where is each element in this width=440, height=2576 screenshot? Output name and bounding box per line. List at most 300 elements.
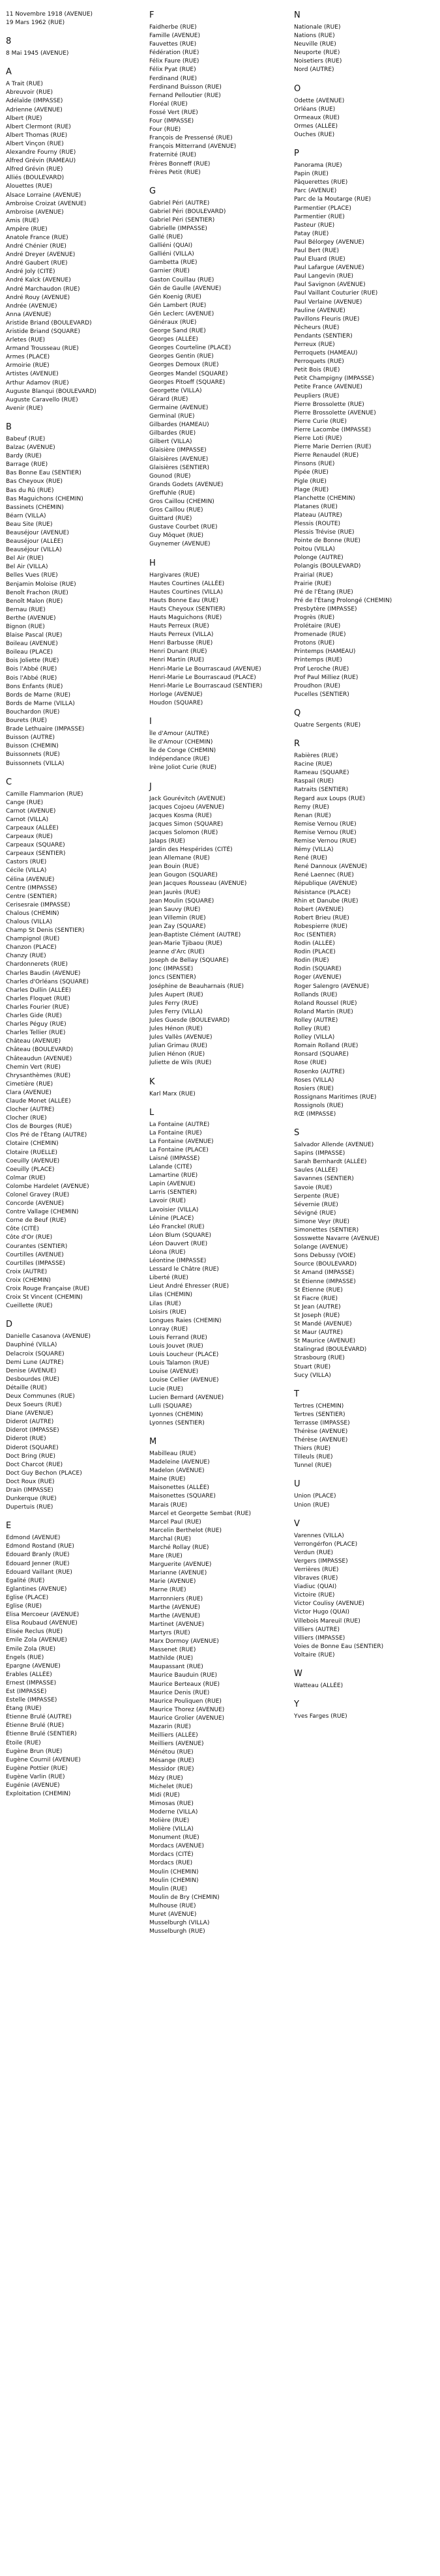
street-entry: Bas du Rû (RUE) (6, 487, 54, 494)
street-entry: Pré de l'Étang Prolongé (CHEMIN) (294, 597, 392, 604)
street-entry: Courtilles (IMPASSE) (6, 1260, 65, 1267)
street-entry: Elisée Reclus (RUE) (6, 1628, 63, 1636)
street-entry: St Étienne (RUE) (294, 1286, 343, 1294)
street-entry: Perroquets (RUE) (294, 358, 344, 366)
street-entry: Simone Veyr (RUE) (294, 1218, 350, 1225)
street-entry: La Fontaine (PLACE) (149, 1146, 209, 1153)
street-entry: Chanzon (PLACE) (6, 944, 57, 951)
street-entry: Regard aux Loups (RUE) (294, 795, 366, 802)
street-entry: Armoirie (RUE) (6, 362, 50, 369)
street-entry: Gallé (RUE) (149, 234, 183, 241)
street-entry: Dupertuis (RUE) (6, 1504, 53, 1511)
street-entry: Garnier (RUE) (149, 268, 190, 275)
street-entry: Bois l'Abbé (RUE) (6, 666, 57, 673)
street-entry: Étienne Brulé (SENTIER) (6, 1731, 77, 1738)
street-entry: Grands Godets (AVENUE) (149, 481, 224, 488)
street-entry: Rémy (VILLA) (294, 847, 334, 854)
street-entry: Ronsard (SQUARE) (294, 1051, 349, 1058)
street-entry: Sapins (IMPASSE) (294, 1150, 345, 1157)
index-section (149, 558, 283, 708)
index-section (294, 1519, 428, 1660)
street-entry: Saules (ALLÉE) (294, 1167, 338, 1174)
street-entry: Bons Enfants (RUE) (6, 683, 63, 690)
section-letter-heading: E (6, 1521, 12, 1531)
street-entry: Charles Gide (RUE) (6, 1013, 62, 1020)
street-entry: Charles d'Orléans (SQUARE) (6, 978, 89, 985)
street-entry: Liberté (RUE) (149, 1275, 188, 1282)
street-entry: Eugène Brun (RUE) (6, 1748, 63, 1755)
street-entry: Chemin Vert (RUE) (6, 1064, 61, 1071)
street-entry: Henri-Marie Le Bourrascaud (AVENUE) (149, 665, 261, 673)
street-entry: Thérèse (AVENUE) (294, 1428, 348, 1435)
street-entry: Georges Courteline (PLACE) (149, 345, 231, 352)
street-entry: Alsace Lorraine (AVENUE) (6, 192, 81, 199)
street-entry: Madelon (AVENUE) (149, 1468, 205, 1475)
street-entry: Desbourdes (RUE) (6, 1376, 59, 1383)
street-entry: Galliéni (VILLA) (149, 251, 194, 258)
street-entry: Roc (SENTIER) (294, 932, 336, 938)
street-entry: Union (PLACE) (294, 1493, 336, 1500)
index-section (149, 186, 283, 549)
index-section (294, 708, 428, 730)
street-entry: Gambetta (RUE) (149, 259, 198, 267)
street-entry: Hargivares (RUE) (149, 572, 200, 579)
street-entry: Jean-Baptiste Clément (AUTRE) (149, 932, 241, 938)
street-entry: Arletes (RUE) (6, 337, 46, 344)
street-entry: Jean Zay (SQUARE) (149, 923, 206, 930)
street-entry: Guynemer (AVENUE) (149, 541, 211, 548)
street-entry: Exploitation (CHEMIN) (6, 1791, 71, 1798)
section-letter-heading: K (149, 1077, 155, 1087)
section-letter-heading: Y (294, 1700, 299, 1710)
street-entry: Benoît Frachon (RUE) (6, 589, 68, 596)
street-entry: Midi (RUE) (149, 1791, 180, 1799)
street-entry: Georges Mandel (SQUARE) (149, 370, 228, 377)
street-entry: Cécile (VILLA) (6, 867, 47, 875)
street-entry: Thérèse (AVENUE) (294, 1437, 348, 1444)
street-entry: Guittard (RUE) (149, 515, 192, 523)
street-entry: Promenade (RUE) (294, 631, 346, 639)
street-entry: Jack Gourévitch (AVENUE) (149, 795, 226, 802)
street-entry: Belles Vues (RUE) (6, 572, 58, 579)
street-entry: Gabrielle (IMPASSE) (149, 225, 207, 232)
street-entry: Colmar (RUE) (6, 1174, 46, 1181)
street-entry: Nationale (RUE) (294, 24, 341, 31)
street-entry: Diderot (IMPASSE) (6, 1427, 59, 1434)
street-entry: Léon Dauvert (RUE) (149, 1240, 208, 1247)
street-entry: Jacques Cojoeu (AVENUE) (149, 803, 224, 811)
street-entry: Maurice Denis (RUE) (149, 1689, 210, 1696)
street-entry: Bas Cheyoux (RUE) (6, 478, 63, 485)
street-entry: Mimosas (RUE) (149, 1800, 194, 1807)
street-entry: Charles Tellier (RUE) (6, 1030, 66, 1037)
street-entry: Source (BOULEVARD) (294, 1261, 357, 1268)
street-entry: Artistes (AVENUE) (6, 371, 59, 378)
section-letter-heading: H (149, 558, 156, 568)
street-entry: Centre (SENTIER) (6, 893, 57, 900)
street-entry: Camille Flammarion (RUE) (6, 790, 83, 798)
street-entry: Papin (RUE) (294, 171, 329, 178)
street-entry: Julian Grimau (RUE) (149, 1043, 208, 1050)
street-entry: Houdon (SQUARE) (149, 699, 203, 706)
street-entry: A Trait (RUE) (6, 81, 43, 88)
street-entry: Remy (RUE) (294, 803, 329, 811)
street-entry: Paul Bert (RUE) (294, 247, 339, 254)
street-entry: Jacques Simon (SQUARE) (149, 820, 224, 828)
street-entry: Massenet (RUE) (149, 1647, 196, 1654)
street-entry: Polonge (AUTRE) (294, 555, 344, 562)
street-entry: Simonettes (SENTIER) (294, 1227, 359, 1234)
street-entry: Colonel Gravey (RUE) (6, 1192, 70, 1198)
street-entry: Mordacs (CITÉ) (149, 1851, 194, 1859)
index-section (6, 67, 139, 413)
section-letter-heading: S (294, 1128, 300, 1138)
street-entry: André Kalck (AVENUE) (6, 277, 71, 284)
street-entry: Eugène Varlin (RUE) (6, 1773, 65, 1780)
street-entry: Louis Ferrand (RUE) (149, 1334, 207, 1341)
street-entry: Maurice Berteaux (RUE) (149, 1681, 220, 1688)
street-entry: François Mitterrand (AVENUE) (149, 143, 237, 151)
street-entry: La Fontaine (AVENUE) (149, 1138, 214, 1145)
street-entry: Mordacs (AVENUE) (149, 1843, 204, 1850)
street-entry: Charles Baudin (AVENUE) (6, 970, 81, 977)
street-entry: Doct Roux (RUE) (6, 1478, 55, 1485)
street-entry: Cimetière (RUE) (6, 1080, 53, 1088)
street-entry: Ormes (ALLÉE) (294, 123, 338, 130)
street-entry: Sarah Bernhardt (ALLÉE) (294, 1159, 367, 1166)
street-entry: Gabriel Péri (BOULEVARD) (149, 208, 226, 215)
street-entry: Étienne Brulé (AUTRE) (6, 1714, 72, 1721)
street-entry: Bois l'Abbé (RUE) (6, 674, 57, 682)
street-entry: Maurice Grolier (AVENUE) (149, 1715, 225, 1722)
street-entry: Moulin (CHEMIN) (149, 1868, 199, 1875)
street-entry: Bas Maguichons (CHEMIN) (6, 495, 83, 502)
street-entry: St Amand (IMPASSE) (294, 1269, 355, 1277)
street-entry: Noisetiers (RUE) (294, 58, 342, 65)
street-entry: Gilbardes (RUE) (149, 430, 196, 437)
street-entry: Mulhouse (RUE) (149, 1902, 196, 1909)
street-entry: Mézy (RUE) (149, 1774, 183, 1782)
street-entry: Villebois Mareuil (RUE) (294, 1617, 360, 1625)
street-entry: André Joly (CITÉ) (6, 268, 55, 276)
index-section (294, 1389, 428, 1471)
street-entry: Indépendance (RUE) (149, 756, 210, 763)
street-entry: Jules Hénon (RUE) (149, 1026, 203, 1033)
street-entry: Amis (RUE) (6, 217, 39, 224)
street-entry: Mathilde (RUE) (149, 1655, 194, 1662)
section-letter-heading: V (294, 1518, 300, 1529)
street-entry: Arthur Adamov (RUE) (6, 379, 69, 386)
street-entry: St Maur (AUTRE) (294, 1329, 343, 1337)
street-entry: Sosswette Navarre (AVENUE) (294, 1236, 379, 1243)
street-entry: Carnot (VILLA) (6, 816, 49, 823)
street-entry: Rossignols (RUE) (294, 1102, 344, 1109)
street-entry: Prairial (RUE) (294, 572, 333, 579)
street-entry: Armand Trousseau (RUE) (6, 345, 79, 353)
street-entry: Maisonettes (SQUARE) (149, 1493, 216, 1500)
street-entry: Prof Paul Milliez (RUE) (294, 674, 359, 681)
section-letter-heading: J (149, 781, 152, 792)
street-entry: Brade Lethuaire (IMPASSE) (6, 726, 85, 733)
street-entry: Jean Moulin (SQUARE) (149, 897, 214, 904)
street-entry: Bords de Marne (VILLA) (6, 700, 75, 707)
street-entry: Pigle (RUE) (294, 478, 327, 485)
street-entry: Danielle Casanova (AVENUE) (6, 1333, 91, 1340)
section-letter-heading: L (149, 1107, 154, 1118)
street-entry: Pucelles (SENTIER) (294, 691, 349, 698)
street-entry: Marais (RUE) (149, 1501, 188, 1509)
street-entry: Rollands (RUE) (294, 991, 338, 998)
street-entry: Louise Cellier (AVENUE) (149, 1377, 219, 1384)
street-entry: Elisa Roubaud (AVENUE) (6, 1620, 78, 1627)
street-entry: Marché Rollay (RUE) (149, 1544, 209, 1551)
index-section (294, 149, 428, 699)
street-entry: Balzac (AVENUE) (6, 444, 55, 452)
street-entry: Chrysanthèmes (RUE) (6, 1072, 71, 1079)
street-entry: Four (RUE) (149, 126, 181, 134)
street-entry: Protons (RUE) (294, 640, 335, 647)
street-entry: Abreuvoir (RUE) (6, 89, 53, 96)
section-letter-heading: F (149, 10, 154, 20)
street-entry: Rose (RUE) (294, 1060, 327, 1067)
section-letter-heading: R (294, 739, 301, 749)
street-entry: René Dannoux (AVENUE) (294, 863, 368, 871)
street-entry: Sucy (VILLA) (294, 1372, 331, 1379)
street-entry: Albert Thomas (RUE) (6, 132, 68, 139)
street-entry: Côte d'Or (RUE) (6, 1234, 53, 1241)
street-entry: Quatre Sergents (RUE) (294, 721, 361, 729)
street-entry: Plage (RUE) (294, 486, 329, 493)
street-entry: Laisné (IMPASSE) (149, 1155, 200, 1162)
street-entry: Mare (RUE) (149, 1553, 183, 1560)
street-entry: André Marchaudon (RUE) (6, 285, 80, 293)
street-entry: Pierre Brossolette (RUE) (294, 401, 364, 408)
section-letter-heading: N (294, 10, 301, 20)
street-entry: Irène Joliot Curie (RUE) (149, 764, 216, 772)
street-entry: Gilbert (VILLA) (149, 439, 192, 446)
street-entry: Beau Site (RUE) (6, 521, 53, 528)
street-entry: Progrès (RUE) (294, 615, 335, 621)
index-section (149, 10, 283, 177)
street-entry: Clocher (AUTRE) (6, 1107, 55, 1114)
street-entry: Stalingrad (BOULEVARD) (294, 1346, 367, 1353)
section-letter-heading: G (149, 186, 156, 196)
street-entry: Henri-Marie Le Bourrascaud (PLACE) (149, 674, 256, 681)
street-entry: Erables (ALLÉE) (6, 1671, 52, 1678)
street-entry: Étoile (RUE) (6, 1739, 41, 1746)
street-entry: Bardy (RUE) (6, 453, 42, 460)
street-entry: Greffuhle (RUE) (149, 489, 196, 497)
street-entry: RŒ (IMPASSE) (294, 1110, 336, 1118)
street-entry: Henri Martin (RUE) (149, 657, 205, 664)
section-letter-heading: C (6, 777, 12, 787)
street-entry: Lavoir (RUE) (149, 1198, 186, 1205)
street-entry: Pauline (AVENUE) (294, 307, 345, 314)
street-entry: Marx Dormoy (AVENUE) (149, 1638, 219, 1645)
street-entry: Roses (VILLA) (294, 1077, 334, 1084)
street-entry: Lucie (RUE) (149, 1385, 183, 1393)
street-entry: Vibraves (RUE) (294, 1575, 338, 1582)
street-entry: Jean Gougon (SQUARE) (149, 872, 218, 879)
street-entry: Paul Bélorgey (AVENUE) (294, 239, 364, 246)
street-entry: 8 Mai 1945 (AVENUE) (6, 50, 69, 57)
street-entry: Carpeaux (RUE) (6, 833, 53, 841)
street-entry: Watteau (ALLÉE) (294, 1683, 344, 1690)
street-entry: Ouches (RUE) (294, 131, 335, 138)
street-entry: Anna (AVENUE) (6, 311, 51, 318)
street-entry: Pierre Curie (RUE) (294, 418, 347, 425)
street-entry: Glaisières (AVENUE) (149, 456, 209, 463)
street-entry: Bois Joliette (RUE) (6, 658, 59, 665)
street-entry: Monument (RUE) (149, 1834, 199, 1842)
street-entry: Demi Lune (AUTRE) (6, 1359, 64, 1366)
street-entry: Auguste Caravello (RUE) (6, 396, 78, 403)
street-entry: Jean Bouin (RUE) (149, 863, 199, 871)
street-entry: Charles Fourier (RUE) (6, 1004, 69, 1011)
street-entry: Hautes Courtines (VILLA) (149, 588, 223, 596)
street-entry: Joncs (SENTIER) (149, 974, 196, 981)
street-entry: Rolley (AUTRE) (294, 1017, 338, 1024)
street-entry: Carnot (AVENUE) (6, 807, 56, 815)
street-entry: Mabilleau (RUE) (149, 1450, 196, 1457)
street-entry: Maurice Pouliquen (RUE) (149, 1698, 222, 1705)
street-entry: Parmentier (RUE) (294, 213, 345, 220)
street-entry: Horloge (AVENUE) (149, 691, 203, 698)
street-entry: Ratraits (SENTIER) (294, 787, 349, 794)
street-entry: Strasbourg (RUE) (294, 1355, 345, 1362)
street-entry: Larris (SENTIER) (149, 1189, 198, 1196)
street-entry: Pavillons Fleuris (RUE) (294, 315, 360, 323)
street-entry: Savannes (SENTIER) (294, 1176, 354, 1183)
street-entry: Diderot (AUTRE) (6, 1419, 54, 1426)
street-entry: Diderot (RUE) (6, 1436, 46, 1443)
street-entry: Bernau (RUE) (6, 606, 46, 613)
street-entry: Denise (AVENUE) (6, 1367, 57, 1374)
street-entry: Deux Soeurs (RUE) (6, 1402, 62, 1409)
street-entry: Coeuilly (PLACE) (6, 1166, 55, 1173)
street-entry: Bel Air (RUE) (6, 555, 44, 562)
street-entry: Clocher (RUE) (6, 1115, 47, 1122)
street-entry: Rolley (VILLA) (294, 1034, 335, 1041)
street-entry: Martinet (AVENUE) (149, 1621, 205, 1628)
street-entry: Georgette (VILLA) (149, 387, 202, 394)
street-entry: Perroquets (HAMEAU) (294, 350, 358, 357)
street-entry: Charles Floquet (RUE) (6, 995, 70, 1002)
street-entry: Eglise (PLACE) (6, 1594, 49, 1601)
street-entry: Avenir (RUE) (6, 405, 43, 412)
street-entry: Alliés (BOULEVARD) (6, 175, 65, 182)
street-entry: Jalaps (RUE) (149, 837, 185, 845)
street-entry: Albert Clermont (RUE) (6, 123, 71, 130)
street-entry: Jules Vallès (AVENUE) (149, 1034, 213, 1041)
street-entry: Plessis Trévise (RUE) (294, 529, 355, 536)
street-entry: Côte (CITÉ) (6, 1226, 39, 1233)
street-entry: Jean Allemane (RUE) (149, 855, 210, 862)
street-entry: Béarn (VILLA) (6, 512, 46, 519)
street-entry: Gén Leclerc (AVENUE) (149, 310, 214, 317)
street-entry: Rossignans Maritimes (RUE) (294, 1093, 377, 1101)
street-entry: Maupassant (RUE) (149, 1664, 203, 1671)
street-entry: Jules Ferry (RUE) (149, 1000, 199, 1007)
street-entry: Gérard (RUE) (149, 396, 188, 403)
street-entry: Félix Faure (RUE) (149, 58, 199, 65)
street-entry: Maurice Thorez (AVENUE) (149, 1706, 225, 1713)
street-entry: Benoît Malon (RUE) (6, 598, 63, 605)
street-entry: Fraternité (RUE) (149, 152, 197, 159)
street-entry: Croix St Vincent (CHEMIN) (6, 1294, 83, 1301)
street-entry: Edouard Jenner (RUE) (6, 1560, 70, 1567)
street-entry: Clos Pré de l'Étang (AUTRE) (6, 1132, 87, 1139)
section-letter-heading: U (294, 1479, 301, 1490)
street-entry: Mésange (RUE) (149, 1758, 194, 1765)
street-entry: Bel Air (VILLA) (6, 564, 48, 571)
street-entry: Marie (AVENUE) (149, 1578, 196, 1585)
street-entry: Ferdinand (RUE) (149, 75, 198, 82)
street-entry: Joseph de Bellay (SQUARE) (149, 957, 229, 964)
street-entry: Fédération (RUE) (149, 50, 199, 57)
street-entry: Parmentier (PLACE) (294, 205, 351, 212)
street-entry: Neuville (RUE) (294, 41, 336, 48)
street-entry: Bouchardon (RUE) (6, 708, 60, 716)
section-letter-heading: Q (294, 708, 301, 718)
street-entry: Michelet (RUE) (149, 1783, 193, 1790)
street-entry: Hauts Perreux (RUE) (149, 623, 209, 630)
street-entry: Varennes (VILLA) (294, 1532, 344, 1539)
street-entry: Ampère (RUE) (6, 225, 48, 233)
street-entry: Louise (AVENUE) (149, 1368, 199, 1376)
street-entry: Gabriel Péri (SENTIER) (149, 216, 215, 224)
street-entry: Loisirs (RUE) (149, 1309, 186, 1316)
street-entry: Aristide Briand (SQUARE) (6, 328, 80, 335)
street-entry: Jardin des Hespérides (CITÉ) (149, 847, 233, 854)
street-entry: Courantes (SENTIER) (6, 1243, 68, 1250)
street-entry: Berthe (AVENUE) (6, 615, 56, 622)
street-entry: Eugène Cournil (AVENUE) (6, 1756, 81, 1763)
street-entry: Musselburgh (VILLA) (149, 1920, 210, 1927)
street-entry: Gabriel Péri (AUTRE) (149, 199, 210, 207)
section-letter-heading: P (294, 149, 299, 159)
index-section (294, 84, 428, 139)
street-entry: Petite France (AVENUE) (294, 384, 362, 391)
street-entry: Nations (RUE) (294, 33, 335, 40)
street-entry: Paul Vaillant Couturier (RUE) (294, 290, 378, 297)
street-entry: Charles Péguy (RUE) (6, 1021, 66, 1028)
index-section (149, 1077, 283, 1099)
street-entry: Jeanne d'Arc (RUE) (149, 949, 205, 956)
street-entry: Étang (RUE) (6, 1705, 42, 1713)
street-entry: Famille (AVENUE) (149, 33, 200, 40)
street-entry: Patay (RUE) (294, 230, 329, 237)
street-entry: Robert (AVENUE) (294, 906, 344, 913)
street-entry: Paul Lafargue (AVENUE) (294, 265, 364, 272)
street-entry: Ambroise Croizat (AVENUE) (6, 200, 87, 207)
street-entry: Gén Koenig (RUE) (149, 293, 201, 300)
street-entry: Carpeaux (SQUARE) (6, 842, 65, 849)
street-entry: Perreux (RUE) (294, 341, 335, 348)
index-section (6, 1320, 139, 1512)
street-entry: Gaston Couillau (RUE) (149, 276, 214, 283)
street-entry: Beauséjour (AVENUE) (6, 529, 69, 536)
section-letter-heading: M (149, 1436, 157, 1447)
street-entry: Martyrs (RUE) (149, 1629, 190, 1636)
street-entry: Cueillette (RUE) (6, 1303, 53, 1310)
street-entry: Résistance (PLACE) (294, 889, 351, 896)
street-entry: Gilbardes (HAMEAU) (149, 422, 209, 429)
street-entry: Paul Eluard (RUE) (294, 256, 345, 263)
street-entry: Prairie (RUE) (294, 580, 332, 587)
street-entry: Détaille (RUE) (6, 1384, 47, 1391)
street-entry: Doct Charcot (RUE) (6, 1461, 63, 1468)
